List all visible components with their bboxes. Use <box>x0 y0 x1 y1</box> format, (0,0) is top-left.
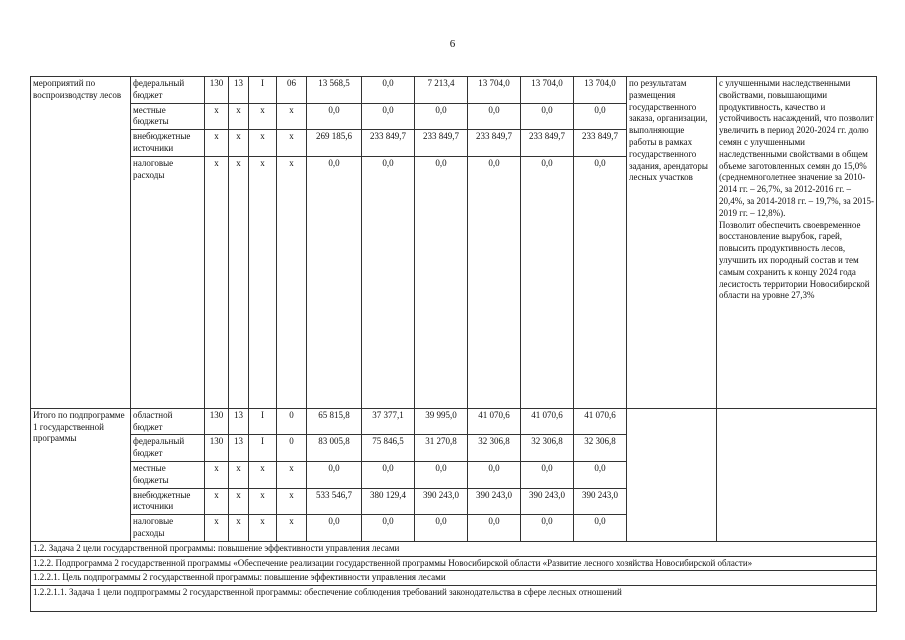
code-cell: 13 <box>229 435 249 462</box>
code-cell: 13 <box>229 77 249 104</box>
code-cell: x <box>249 461 277 488</box>
code-cell: x <box>229 103 249 130</box>
value-cell: 0,0 <box>521 156 574 408</box>
program-table <box>30 76 877 612</box>
value-cell: 233 849,7 <box>362 130 415 157</box>
value-cell: 0,0 <box>574 103 627 130</box>
code-cell: x <box>205 103 229 130</box>
value-cell: 0,0 <box>415 461 468 488</box>
value-cell: 0,0 <box>362 515 415 542</box>
source-cell: федеральный бюджет <box>131 435 205 462</box>
code-cell: 130 <box>205 77 229 104</box>
value-cell: 0,0 <box>574 515 627 542</box>
code-cell: x <box>277 130 307 157</box>
result-text: с улучшенными наследственными свойствами, повышающими продуктивность, качество и устойчивость насаждений, что позволит увеличить в период 2020-2024 гг. долю семян с улучшенными наследственными свойствами в общем объеме заготовленных семян до 15,0% (среднемноголетнее значение за 2010-2014 гг. – 26,7%, за 2012-2016 гг. – 20,4%, за 2014-2018 гг. – 19,7%, за 2015-2019 гг. – 12,8%). <box>719 78 874 218</box>
result-cell <box>717 77 877 409</box>
value-cell: 0,0 <box>307 461 362 488</box>
value-cell: 75 846,5 <box>362 435 415 462</box>
source-cell: налоговые расходы <box>131 156 205 408</box>
section-row <box>31 556 877 571</box>
code-cell: x <box>277 488 307 515</box>
value-cell: 32 306,8 <box>574 435 627 462</box>
code-cell: x <box>249 488 277 515</box>
value-cell: 39 995,0 <box>415 408 468 435</box>
table-row <box>31 77 877 104</box>
value-cell: 0,0 <box>362 103 415 130</box>
value-cell: 0,0 <box>415 103 468 130</box>
value-cell: 0,0 <box>521 515 574 542</box>
value-cell: 41 070,6 <box>468 408 521 435</box>
page-number: 6 <box>449 38 456 50</box>
value-cell: 13 704,0 <box>468 77 521 104</box>
value-cell: 0,0 <box>521 461 574 488</box>
section-heading: 1.2.2.1.1. Задача 1 цели подпрограммы 2 государственной программы: обеспечение соблюдения требований законодательства в сфере лесных отношений <box>31 586 877 612</box>
value-cell: 233 849,7 <box>521 130 574 157</box>
value-cell: 0,0 <box>468 156 521 408</box>
value-cell: 390 243,0 <box>415 488 468 515</box>
code-cell: 06 <box>277 77 307 104</box>
executor-cell-empty <box>627 408 717 541</box>
value-cell: 83 005,8 <box>307 435 362 462</box>
value-cell: 13 568,5 <box>307 77 362 104</box>
value-cell: 7 213,4 <box>415 77 468 104</box>
code-cell: 0 <box>277 435 307 462</box>
value-cell: 233 849,7 <box>468 130 521 157</box>
result-cell-empty <box>717 408 877 541</box>
code-cell: x <box>205 130 229 157</box>
code-cell: 130 <box>205 408 229 435</box>
value-cell: 13 704,0 <box>574 77 627 104</box>
value-cell: 0,0 <box>468 103 521 130</box>
code-cell: x <box>229 130 249 157</box>
code-cell: 130 <box>205 435 229 462</box>
value-cell: 0,0 <box>362 461 415 488</box>
value-cell: 0,0 <box>468 461 521 488</box>
value-cell: 380 129,4 <box>362 488 415 515</box>
code-cell: x <box>229 488 249 515</box>
value-cell: 13 704,0 <box>521 77 574 104</box>
value-cell: 0,0 <box>574 156 627 408</box>
value-cell: 0,0 <box>415 515 468 542</box>
code-cell: x <box>277 103 307 130</box>
table-row <box>31 408 877 435</box>
code-cell: x <box>277 515 307 542</box>
value-cell: 0,0 <box>574 461 627 488</box>
code-cell: x <box>205 461 229 488</box>
value-cell: 233 849,7 <box>415 130 468 157</box>
code-cell: x <box>249 130 277 157</box>
section-row <box>31 541 877 556</box>
value-cell: 0,0 <box>362 156 415 408</box>
value-cell: 390 243,0 <box>521 488 574 515</box>
code-cell: x <box>277 156 307 408</box>
code-cell: x <box>205 515 229 542</box>
value-cell: 390 243,0 <box>468 488 521 515</box>
result-text: Позволит обеспечить своевременное восстановление вырубок, гарей, повысить продуктивность лесов, улучшить их породный состав и тем самым сохранить к концу 2024 года лесистость территории Новосибирской области на уровне 27,3% <box>719 219 870 301</box>
value-cell: 41 070,6 <box>574 408 627 435</box>
code-cell: 13 <box>229 408 249 435</box>
code-cell: I <box>249 77 277 104</box>
value-cell: 269 185,6 <box>307 130 362 157</box>
source-cell: областной бюджет <box>131 408 205 435</box>
value-cell: 31 270,8 <box>415 435 468 462</box>
source-cell: внебюджетные источники <box>131 130 205 157</box>
value-cell: 0,0 <box>307 156 362 408</box>
value-cell: 0,0 <box>307 103 362 130</box>
value-cell: 32 306,8 <box>521 435 574 462</box>
code-cell: I <box>249 435 277 462</box>
section-heading: 1.2. Задача 2 цели государственной программы: повышение эффективности управления лесами <box>31 541 877 556</box>
code-cell: x <box>229 461 249 488</box>
source-cell: местные бюджеты <box>131 103 205 130</box>
code-cell: x <box>229 156 249 408</box>
value-cell: 32 306,8 <box>468 435 521 462</box>
code-cell: x <box>249 156 277 408</box>
code-cell: 0 <box>277 408 307 435</box>
value-cell: 65 815,8 <box>307 408 362 435</box>
value-cell: 390 243,0 <box>574 488 627 515</box>
value-cell: 0,0 <box>307 515 362 542</box>
event-cell: мероприятий по воспроизводству лесов <box>31 77 131 409</box>
code-cell: x <box>229 515 249 542</box>
value-cell: 37 377,1 <box>362 408 415 435</box>
source-cell: местные бюджеты <box>131 461 205 488</box>
code-cell: x <box>205 488 229 515</box>
section-row <box>31 571 877 586</box>
section-row <box>31 586 877 612</box>
value-cell: 233 849,7 <box>574 130 627 157</box>
value-cell: 0,0 <box>362 77 415 104</box>
section-heading: 1.2.2.1. Цель подпрограммы 2 государственной программы: повышение эффективности управления лесами <box>31 571 877 586</box>
code-cell: I <box>249 408 277 435</box>
source-cell: внебюджетные источники <box>131 488 205 515</box>
value-cell: 41 070,6 <box>521 408 574 435</box>
event-cell: Итого по подпрограмме 1 государственной программы <box>31 408 131 541</box>
value-cell: 533 546,7 <box>307 488 362 515</box>
value-cell: 0,0 <box>415 156 468 408</box>
section-heading: 1.2.2. Подпрограмма 2 государственной программы «Обеспечение реализации государственной программы Новосибирской области «Развитие лесного хозяйства Новосибирской области» <box>31 556 877 571</box>
value-cell: 0,0 <box>468 515 521 542</box>
code-cell: x <box>249 515 277 542</box>
code-cell: x <box>205 156 229 408</box>
value-cell: 0,0 <box>521 103 574 130</box>
executor-cell: по результатам размещения государственного заказа, организации, выполняющие работы в рамках государственного задания, арендаторы лесных участков <box>627 77 717 409</box>
code-cell: x <box>277 461 307 488</box>
source-cell: налоговые расходы <box>131 515 205 542</box>
source-cell: федеральный бюджет <box>131 77 205 104</box>
code-cell: x <box>249 103 277 130</box>
